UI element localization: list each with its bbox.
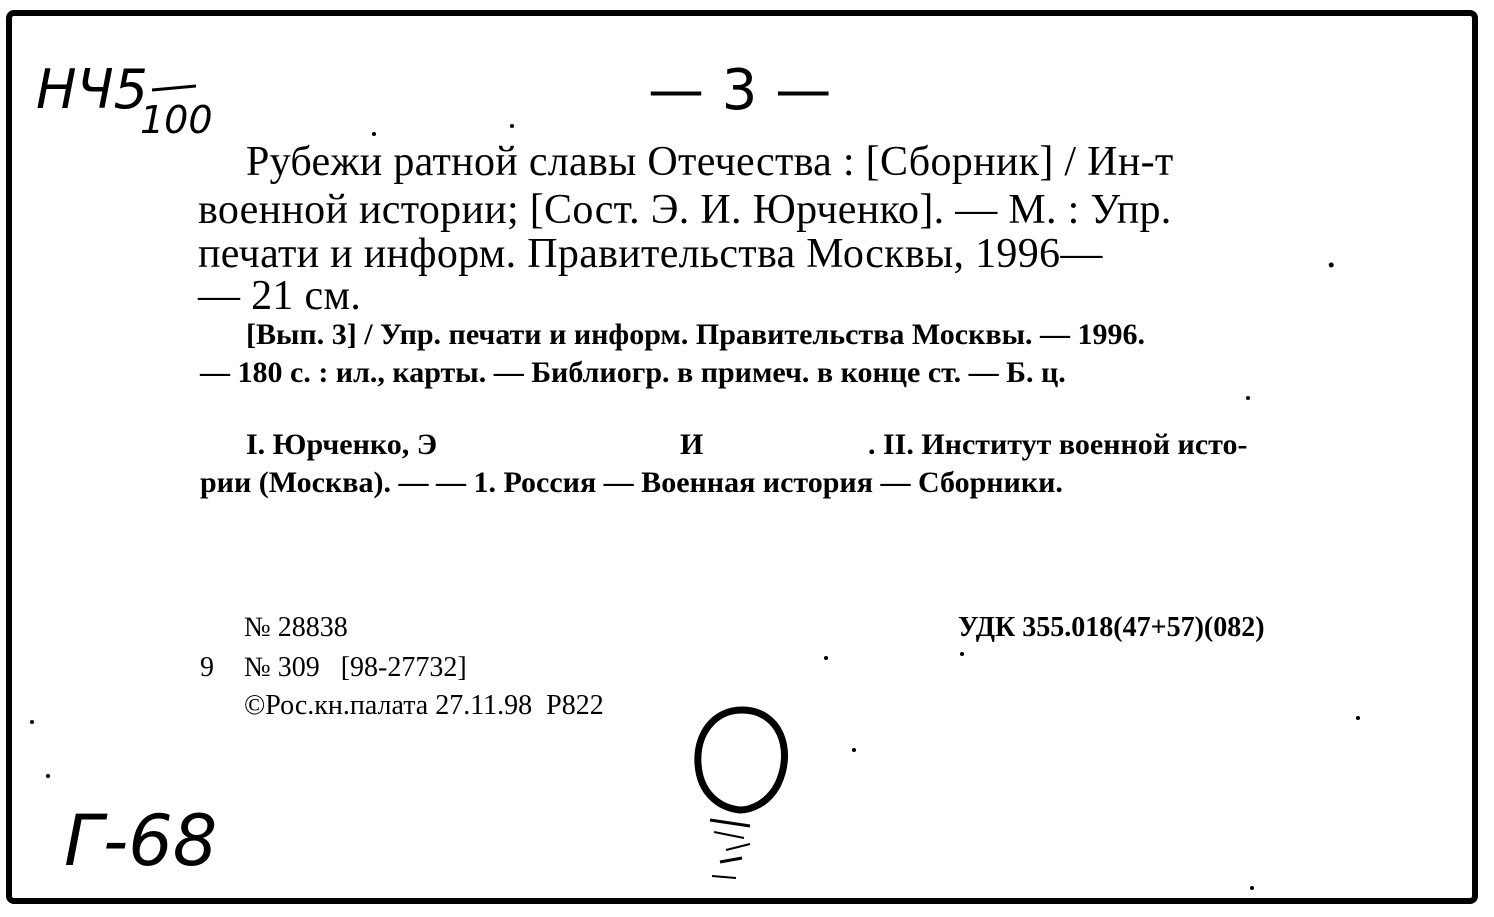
udc-code: УДК 355.018(47+57)(082) (958, 612, 1265, 643)
speckle (852, 748, 856, 752)
volume-line-2: — 180 с. : ил., карты. — Библиогр. в примеч. в конце ст. — Б. ц. (200, 356, 1066, 389)
shelfmark-subscript: 100 (140, 98, 213, 142)
speckle (1356, 716, 1360, 720)
speckle (510, 124, 514, 128)
punch-hole (690, 700, 800, 900)
book-chamber-stamp: ©Рос.кн.палата 27.11.98 Р822 (244, 690, 604, 721)
speckle (30, 720, 34, 724)
entry-line-3: печати и информ. Правительства Москвы, 1996— (198, 231, 1103, 277)
speckle (1250, 886, 1254, 890)
speckle (960, 652, 964, 656)
handwritten-shelfmark (36, 58, 148, 121)
speckle (46, 774, 50, 778)
entry-line-3-end: . (1326, 231, 1337, 277)
tracing-line-2: рии (Москва). — — 1. Россия — Военная история — Сборники. (200, 466, 1063, 499)
shelfmark-underline (150, 82, 200, 96)
entry-line-1: Рубежи ратной славы Отечества : [Сборник] / Ин-т (246, 139, 1174, 185)
card-number-1: № 28838 (244, 612, 348, 643)
prefix-nine: 9 (200, 652, 214, 683)
page-number: — 3 — (648, 58, 832, 123)
tracing-line-1b: И (680, 428, 704, 461)
volume-line-1: [Вып. 3] / Упр. печати и информ. Правительства Москвы. — 1996. (246, 318, 1146, 351)
card-number-2: № 309 [98-27732] (244, 652, 467, 683)
speckle (824, 656, 828, 660)
entry-line-4: — 21 см. (198, 273, 362, 319)
entry-line-2: военной истории; [Сост. Э. И. Юрченко]. — М. : Упр. (198, 187, 1172, 233)
tracing-line-1c: . II. Институт военной исто- (868, 428, 1248, 461)
tracing-line-1a: I. Юрченко, Э (246, 428, 438, 461)
handwritten-call-number: Г-68 (64, 800, 218, 882)
shelfmark-main: НЧ5 (36, 58, 148, 121)
speckle (1246, 396, 1250, 400)
speckle (372, 132, 376, 136)
